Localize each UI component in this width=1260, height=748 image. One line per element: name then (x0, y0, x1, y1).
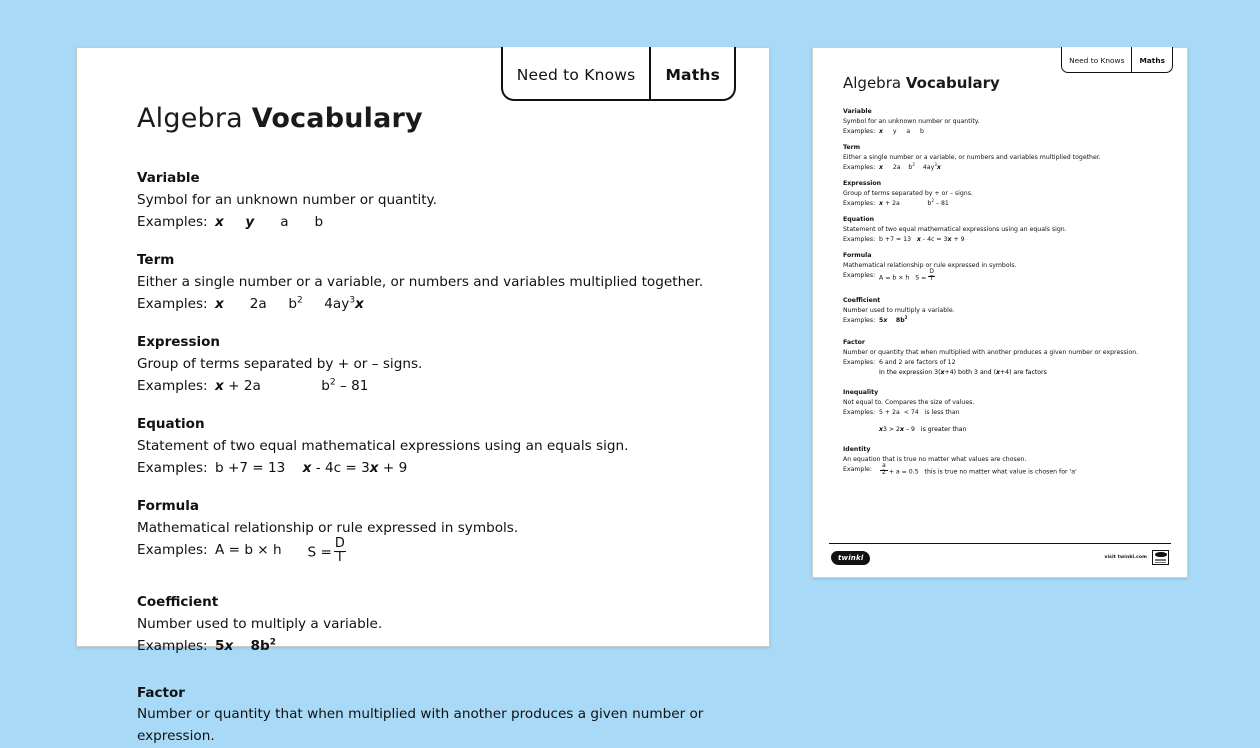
thumb-entry-coefficient (843, 296, 1163, 326)
term-examples (843, 462, 1163, 478)
term-definition: Either a single number or a variable, or numbers and variables multiplied together. (843, 153, 1101, 161)
term-examples (843, 316, 1163, 326)
term-definition: Mathematical relationship or rule expressed in symbols. (137, 519, 519, 536)
examples-values: x y a b (879, 127, 924, 135)
term-examples (137, 535, 719, 566)
term-heading: Equation (843, 216, 874, 224)
footer-visit-group (1104, 550, 1169, 565)
term-definition: An equation that is true no matter what values are chosen. (843, 455, 1027, 463)
term-examples-continued (843, 418, 1163, 435)
example-spacer (282, 539, 308, 566)
thumb-entry-factor (843, 338, 1163, 378)
example-value: y (245, 213, 255, 230)
formula-area: A = b × h (215, 541, 282, 558)
examples-values (879, 271, 937, 284)
main-document-content (77, 48, 769, 745)
term-heading: Variable (137, 170, 200, 186)
fraction-denominator: T (929, 275, 934, 282)
thumb-entry-term (843, 143, 1163, 173)
term-heading: Coefficient (137, 593, 219, 610)
term-examples (137, 457, 719, 479)
document-footer (829, 543, 1171, 565)
term-definition: Symbol for an unknown number or quantity. (843, 117, 980, 125)
term-heading: Formula (843, 252, 872, 260)
example-value: x - 4c = 3x + 9 (302, 459, 408, 476)
term-examples (843, 127, 1163, 137)
term-definition: Statement of two equal mathematical expressions using an equals sign. (137, 437, 629, 454)
thumb-entry-expression (843, 179, 1163, 209)
example-spacer (289, 211, 315, 233)
fraction-numerator: D (929, 269, 934, 276)
term-examples (137, 375, 719, 397)
examples-label: Examples: (137, 295, 208, 312)
example-spacer (303, 293, 325, 315)
examples-values: 5x $8b^2$ (879, 314, 908, 324)
thumbnail-title-light: Algebra (843, 74, 902, 92)
term-examples (843, 235, 1163, 245)
formula-speed-lhs: S = (307, 544, 332, 561)
term-definition: Number or quantity that when multiplied with another produces a given number or expression. (843, 348, 1139, 356)
term-examples (137, 635, 719, 657)
example-spacer (267, 293, 289, 315)
thumbnail-tab-maths[interactable]: Maths (1139, 56, 1165, 65)
category-tabs (501, 47, 736, 101)
thumbnail-tab-need-to-knows[interactable]: Need to Knows (1062, 47, 1132, 72)
examples-label: Examples: (137, 213, 208, 230)
tab-maths[interactable]: Maths (665, 66, 720, 84)
examples-values-secondary: x3 > 2x – 9 is greater than (879, 425, 967, 433)
thumbnail-category-tabs (1061, 47, 1173, 73)
example-value: $4ay^3x$ (324, 295, 364, 312)
example-value: 2a (249, 295, 267, 312)
examples-label: Examples: (843, 236, 876, 244)
term-definition: Number or quantity that when multiplied with another produces a given number or expression. (137, 706, 704, 745)
identity-example-rest: + a = 0.5 this is true no matter what value is chosen for 'a' (888, 468, 1077, 476)
formula-speed-lhs: S = (915, 274, 927, 282)
example-value: $8b^2$ (250, 637, 276, 654)
examples-label: Examples: (843, 408, 876, 416)
thumbnail-title-bold: Vocabulary (905, 74, 1000, 92)
example-value: b (314, 213, 324, 230)
thumb-entry-equation (843, 215, 1163, 245)
examples-label: Examples: (137, 541, 208, 558)
entry-equation (137, 414, 719, 479)
fraction-d-over-t (927, 270, 936, 283)
term-heading: Variable (843, 108, 872, 115)
entry-coefficient (137, 592, 719, 657)
examples-label: Examples: (843, 163, 876, 171)
example-value: x + 2a (215, 377, 261, 394)
page-title-light: Algebra (137, 103, 243, 134)
term-examples (137, 293, 719, 315)
term-heading: Factor (137, 684, 185, 701)
examples-values (215, 535, 348, 566)
example-value: a (280, 213, 289, 230)
examples-values (215, 457, 407, 479)
examples-values (215, 375, 368, 397)
example-label: Example: (843, 465, 872, 473)
examples-values: 5 + 2a < 74 is less than (879, 408, 960, 416)
term-examples (843, 358, 1163, 368)
fraction-numerator: a (882, 462, 886, 469)
examples-label: Examples: (137, 377, 208, 394)
examples-values (215, 211, 323, 233)
term-heading: Factor (843, 338, 865, 346)
term-heading: Formula (137, 497, 200, 514)
thumb-entry-inequality (843, 388, 1163, 435)
entry-variable (137, 168, 719, 233)
example-value: $b^2$ (288, 295, 303, 312)
term-heading: Expression (843, 180, 882, 188)
term-heading: Equation (137, 415, 205, 432)
thumb-entry-variable (843, 107, 1163, 137)
term-examples (137, 211, 719, 233)
example-spacer (261, 375, 322, 397)
examples-label: Examples: (137, 459, 208, 476)
examples-values (215, 293, 364, 315)
formula-area: A = b × h (879, 274, 910, 282)
term-examples (843, 163, 1163, 173)
entry-factor (137, 683, 719, 748)
examples-label: Examples: (843, 272, 876, 280)
example-value: x (215, 295, 224, 312)
thumbnail-document-content (813, 48, 1187, 577)
twinkl-badge-icon (1152, 550, 1169, 565)
term-heading: Coefficient (843, 296, 881, 304)
example-spacer (224, 211, 246, 233)
term-definition: Either a single number or a variable, or numbers and variables multiplied together. (137, 273, 704, 290)
footer-row (829, 550, 1171, 565)
term-definition: Symbol for an unknown number or quantity. (137, 191, 437, 208)
term-definition: Group of terms separated by + or – signs. (843, 189, 973, 197)
example-value: $b^2 - 81$ (321, 377, 369, 394)
thumbnail-vocabulary-list (829, 92, 1171, 478)
examples-label: Examples: (843, 358, 876, 366)
term-heading: Term (137, 251, 175, 268)
example-spacer (285, 457, 302, 479)
term-definition: Number used to multiply a variable. (843, 306, 955, 314)
vocabulary-list (107, 134, 739, 748)
term-examples-continued (843, 368, 1163, 378)
examples-values-secondary: In the expression 3(x+4) both 3 and (x+4) are factors (879, 368, 1047, 376)
visit-twinkl-text: visit twinkl.com (1104, 555, 1147, 560)
example-value: b +7 = 13 (215, 459, 286, 476)
twinkl-badge-blob (1155, 552, 1167, 557)
examples-label: Examples: (843, 200, 876, 207)
fraction-numerator: D (334, 535, 345, 551)
footer-divider (829, 543, 1171, 544)
term-definition: Statement of two equal mathematical expressions using an equals sign. (843, 225, 1067, 233)
thumb-entry-formula (843, 251, 1163, 284)
fraction-denominator: 2 (882, 469, 886, 476)
twinkl-logo: twinkl (831, 551, 870, 565)
term-definition: Not equal to. Compares the size of values. (843, 398, 975, 406)
examples-values: 6 and 2 are factors of 12 (879, 358, 956, 366)
formula-speed (307, 535, 348, 566)
term-heading: Expression (137, 333, 220, 350)
examples-values: x 2a $b^2$ $4ay^3x$ (879, 161, 941, 171)
term-heading: Inequality (843, 388, 879, 396)
examples-values (879, 462, 1077, 478)
term-examples (843, 199, 1163, 209)
example-spacer (254, 211, 280, 233)
examples-label: Examples: (137, 637, 208, 654)
term-definition: Number used to multiply a variable. (137, 615, 383, 632)
fraction-denominator: T (335, 549, 344, 565)
example-spacer (233, 635, 250, 657)
term-definition: Mathematical relationship or rule expressed in symbols. (843, 261, 1017, 269)
example-spacer (224, 293, 250, 315)
entry-expression (137, 332, 719, 397)
thumb-entry-identity (843, 445, 1163, 478)
example-value: 5x (215, 637, 234, 654)
fraction-d-over-t (333, 535, 347, 565)
example-value: x (215, 213, 224, 230)
tab-need-to-knows[interactable]: Need to Knows (503, 47, 652, 99)
examples-label: Examples: (843, 127, 876, 135)
page-title-bold: Vocabulary (251, 103, 423, 134)
term-examples (843, 408, 1163, 418)
twinkl-badge-lines (1155, 559, 1166, 564)
entry-term (137, 250, 719, 315)
term-examples (843, 271, 1163, 284)
entry-formula (137, 496, 719, 566)
thumbnail-document-page[interactable] (812, 47, 1188, 578)
examples-values (215, 635, 276, 657)
term-definition: Group of terms separated by + or – signs. (137, 355, 423, 372)
term-heading: Identity (843, 445, 871, 453)
examples-label: Examples: (843, 316, 876, 324)
fraction-a-over-2 (880, 464, 888, 477)
examples-values: x + 2a $b^2 - 81$ (879, 197, 949, 207)
main-document-page[interactable] (76, 47, 770, 745)
examples-values: b +7 = 13 x - 4c = 3x + 9 (879, 236, 965, 244)
term-heading: Term (843, 144, 861, 152)
